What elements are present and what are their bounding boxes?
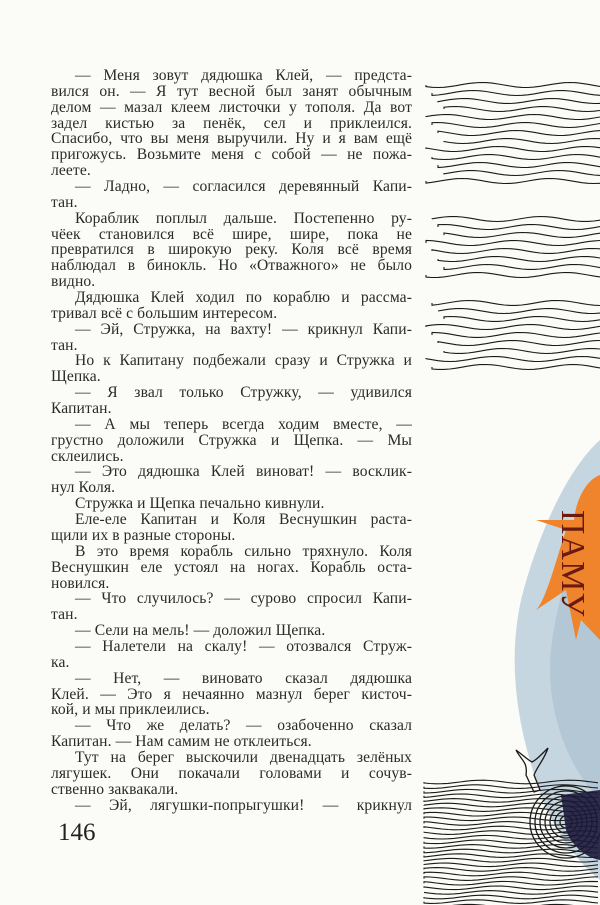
text-line: щили их в разные стороны. (51, 526, 236, 544)
text-line: Веснушкин еле устоял на ногах. Корабль оста- (51, 558, 412, 576)
text-line: — Меня зовут дядюшка Клей, — предста- (75, 67, 412, 84)
wave-line (424, 891, 598, 895)
text-line: Стружка и Щепка печально кивнули. (75, 495, 325, 513)
wave-line (426, 147, 600, 152)
illustration (416, 0, 600, 905)
wave-line (438, 131, 600, 136)
text-line: — Это дядюшка Клей виноват! — восклик- (75, 463, 412, 481)
wave-line (424, 872, 598, 876)
text-line: леете. (51, 162, 91, 180)
text-line: тан. (51, 606, 78, 624)
text-line: В это время корабль сильно тряхнуло. Коля (75, 542, 412, 560)
text-line: Дядюшка Клей ходил по кораблю и рассма- (75, 289, 412, 307)
text-line: превратился в широкую реку. Коля всё время (51, 241, 412, 259)
wave-line (444, 265, 600, 270)
wave-line (444, 233, 600, 238)
wave-line (438, 99, 600, 104)
wave-line (438, 225, 600, 230)
text-line: Капитан. (51, 400, 112, 418)
body-text (51, 68, 412, 813)
text-line: тан. (51, 336, 78, 354)
text-line: кой, и мы приклеились. (51, 701, 210, 719)
text-line: — Ладно, — согласился деревянный Капи- (75, 178, 412, 196)
text-line: Клей. — Это я нечаянно мазнул берег кисточ- (51, 685, 412, 703)
wave-line (432, 333, 600, 338)
wave-line (432, 155, 600, 160)
text-line: — Что же делать? — озабоченно сказал (75, 717, 412, 735)
text-line: наблюдал в бинокль. Но «Отважного» не было (51, 257, 412, 275)
text-line: вился он. — Я тут весной был занят обычным (51, 82, 412, 100)
text-line: Кораблик поплыл дальше. Постепенно ру- (75, 209, 412, 227)
text-line: лягушек. Они покачали головами и сочув- (51, 764, 412, 782)
wave-line (424, 877, 598, 881)
wave-line (424, 863, 598, 867)
text-line: Спасибо, что вы меня выручили. Ну и я вам ещё (51, 130, 412, 148)
wave-line (444, 317, 600, 322)
wave-line (444, 349, 600, 354)
wavy-lines-top (426, 83, 600, 370)
wave-line (426, 83, 600, 88)
page-number: 146 (58, 819, 96, 846)
text-line: — Нет, — виновато сказал дядюшка (75, 669, 412, 687)
wave-line (444, 171, 600, 176)
text-line: нул Коля. (51, 479, 116, 497)
text-line: ственно заквакали. (51, 780, 179, 798)
text-line: — Налетели на скалу! — отозвался Струж- (75, 637, 412, 655)
text-line: Тут на берег выскочили двенадцать зелёных (75, 748, 412, 766)
text-line: — Эй, Стружка, на вахту! — крикнул Капи- (75, 320, 412, 338)
wave-line (432, 301, 600, 306)
wave-line (432, 365, 600, 370)
text-line: Но к Капитану подбежали сразу и Стружка и (75, 352, 412, 370)
text-line: Щепка. (51, 368, 101, 386)
wave-line (432, 249, 600, 254)
wave-line (424, 881, 598, 885)
text-line: — Что случилось? — сурово спросил Капи- (75, 590, 412, 608)
wave-line (424, 858, 598, 862)
text-line: Капитан. — Нам самим не отклеиться. (51, 733, 312, 751)
illustration-lettering: ПАМУ (554, 510, 591, 618)
wave-line (438, 309, 600, 314)
wave-line (438, 163, 600, 168)
text-line: тан. (51, 193, 78, 211)
text-line: тривал всё с большим интересом. (51, 304, 278, 322)
wave-line (438, 257, 600, 262)
text-line: чёек становился всё шире, шире, пока не (51, 225, 412, 243)
text-line: — Эй, лягушки-попрыгушки! — крикнул (75, 796, 412, 814)
wave-line (426, 357, 600, 362)
wave-line (426, 273, 600, 278)
text-line: — Я звал только Стружку, — удивился (75, 384, 412, 402)
text-line: делом — мазал клеем листочки у тополя. Да вот (51, 98, 412, 116)
text-line: задел кистью за пенёк, сел и приклеился. (51, 114, 412, 132)
text-line: пригожусь. Возьмите меня с собой — не пожа- (51, 146, 412, 164)
text-line: Еле-еле Капитан и Коля Веснушкин раста- (75, 511, 412, 529)
wave-line (424, 895, 598, 899)
wave-line (426, 325, 600, 330)
wave-line (444, 139, 600, 144)
wave-line (438, 341, 600, 346)
wave-line (426, 241, 600, 246)
wave-line (432, 217, 600, 222)
text-line: склеились. (51, 447, 124, 465)
text-line: грустно доложили Стружка и Щепка. — Мы (51, 431, 412, 449)
text-line: — А мы теперь всегда ходим вместе, — (75, 415, 412, 433)
text-line: видно. (51, 273, 96, 291)
text-line: — Сели на мель! — доложил Щепка. (75, 622, 326, 640)
wave-line (432, 91, 600, 96)
wave-line (424, 868, 598, 872)
wave-line (424, 886, 598, 890)
wave-line (426, 115, 600, 120)
wave-line (424, 900, 598, 904)
wave-line (426, 179, 600, 184)
wave-line (432, 123, 600, 128)
text-line: новился. (51, 574, 110, 592)
wave-line (444, 107, 600, 112)
text-line: ка. (51, 653, 70, 671)
